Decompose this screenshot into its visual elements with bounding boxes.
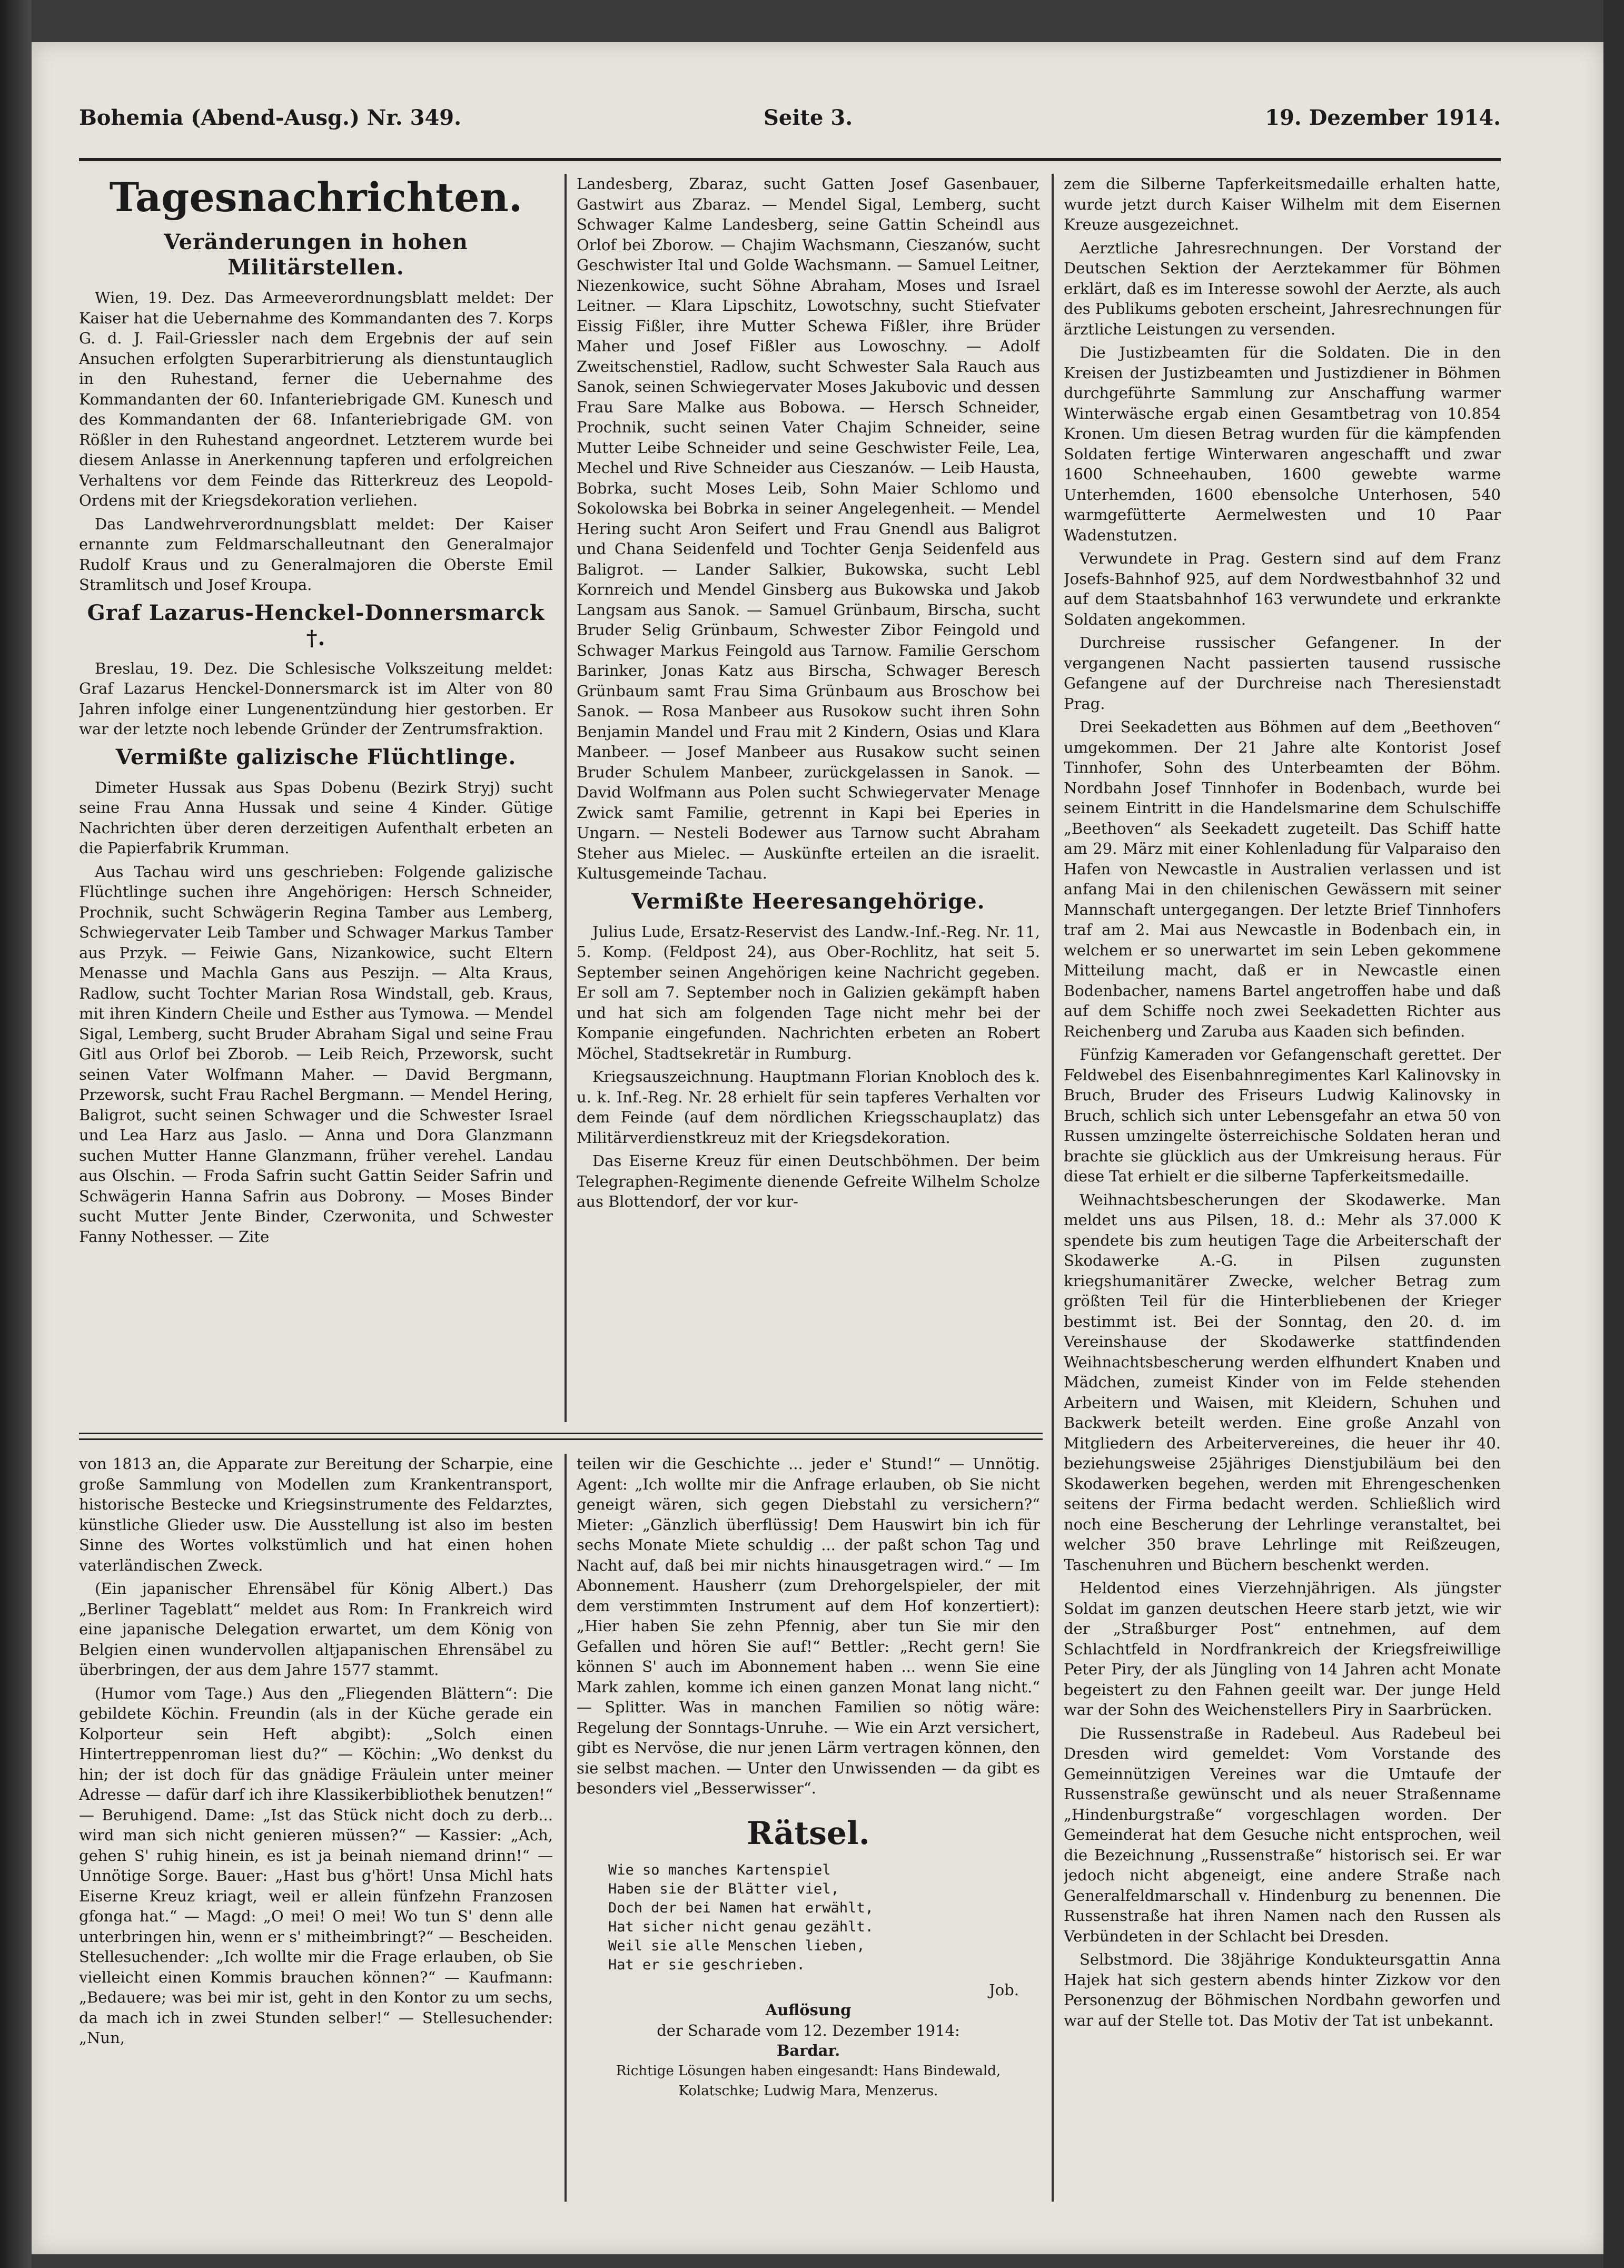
bottom-column-divider <box>565 1454 567 2202</box>
article-henckel: Breslau, 19. Dez. Die Schlesische Volkszeitung meldet: Graf Lazarus Henckel-Donnersmarck ist im Alter von 80 Jahren infolge einer Lungenentzündung hier gestorben. Er war der letzte noch lebende Gründer der Zentrumsfraktion. <box>79 659 553 738</box>
riddle-poem <box>608 1861 1040 1975</box>
scan-left-edge <box>0 0 32 2268</box>
article-justice: Die Justizbeamten für die Soldaten. Die in den Kreisen der Justizbeamten und Justizdiener in Böhmen durchgeführte Sammlung zur Anschaffung warmer Winterwäsche ergab einen Gesamtbetrag von 10.854 Kronen. Um diesen Betrag wurden für die kämpfenden Soldaten fertige Winterwaren angeschafft und zwar 1600 Schneehauben, 1600 gewebte warme Unterhemden, 1600 ebensolche Unterhosen, 540 warmgefütterte Aermelwesten und 10 Paar Wadenstutzen. <box>1064 343 1501 544</box>
article-soldiers: Julius Lude, Ersatz-Reservist des Landw.-Inf.-Reg. Nr. 11, 5. Komp. (Feldpost 24), aus Ober-Rochlitz, hat seit 5. September seinen Angehörigen keine Nachricht gegeben. Er soll am 7. September noch in Galizien gekämpft haben und hat sich am folgenden Tage nicht mehr bei der Kompanie eingefunden. Nachrichten erbeten an Robert Möchel, Stadtsekretär in Rumburg. <box>577 922 1040 1062</box>
article-iron-cross-continued: zem die Silberne Tapferkeitsmedaille erhalten hatte, wurde jetzt durch Kaiser Wilhelm mit dem Eisernen Kreuze ausgezeichnet. <box>1064 175 1501 233</box>
article-fifty-comrades: Fünfzig Kameraden vor Gefangenschaft gerettet. Der Feldwebel des Eisenbahnregimentes Karl Kalinovsky in Bruch, Bruder des Friseurs Ludwig Kalinovsky in Bruch, schlich sich unter Lebensgefahr an etwa 50 von Russen umzingelte österreichische Soldaten heran und brachte sie glücklich aus der Umkreisung heraus. Für diese Tat erhielt er die silberne Tapferkeitsmedaille. <box>1064 1046 1501 1185</box>
riddle-author: Job. <box>989 1980 1019 1999</box>
article-suicide: Selbstmord. Die 38jährige Kondukteursgattin Anna Hajek hat sich gestern abends hinter Zizkow vor den Personenzug der Böhmischen Nordbahn geworfen und war auf der Stelle tot. Das Motiv der Tat ist unbekannt. <box>1064 1950 1501 2029</box>
header-rule <box>79 158 1501 161</box>
solution-title: Auflösung <box>765 2001 851 2019</box>
header-page-number: Seite 3. <box>764 105 853 130</box>
article-cadets: Drei Seekadetten aus Böhmen auf dem „Beethoven“ umgekommen. Der 21 Jahre alte Kontorist Josef Tinnhofer, Sohn des Unterbeamten der Böhm. Nordbahn Josef Tinnhofer in Bodenbach, wurde bei seinem Eintritt in die Handelsmarine dem Schulschiffe „Beethoven“ als Seekadett zugeteilt. Das Schiff hatte am 29. März mit einer Kohlenladung für Valparaiso den Hafen von Newcastle in Australien verlassen und ist anfang Mai in den chilenischen Gewässern mit seiner Mannschaft untergegangen. Der letzte Brief Tinnhofers traf am 2. Mai aus Newcastle in Bodenbach ein, in welchem er so unerwartet im sein Leben gekommene Mitteilung macht, daß er in Newcastle einen Bodenbacher, namens Bartel angetroffen habe und daß auf dem Schiffe noch zwei Seekadetten Richter aus Reichenberg und Zaruba aus Kaaden sich befinden. <box>1064 718 1501 1040</box>
header-date: 19. Dezember 1914. <box>1265 105 1501 130</box>
article-street: Die Russenstraße in Radebeul. Aus Radebeul bei Dresden wird gemeldet: Vom Vorstande des Gemeinnützigen Vereines war die Umtaufe der Russenstraße gewünscht und als neuer Straßenname „Hindenburgstraße“ vorgeschlagen worden. Der Gemeinderat hat dem Gesuche nicht entsprochen, weil die Bezeichnung „Russenstraße“ historisch sei. Er war jedoch nicht abgeneigt, eine andere Straße nach Generalfeldmarschall v. Hindenburg zu benennen. Die Russenstraße hat ihren Namen nach den Russen als Verbündeten in der Schlacht bei Dresden. <box>1064 1724 1501 1945</box>
article-humor: (Humor vom Tage.) Aus den „Fliegenden Blättern“: Die gebildete Köchin. Freundin (als in der Küche gerade ein Kolporteur sein Heft abgibt): „Solch einen Hintertreppenroman liest du?“ — Köchin: „Wo denkst du hin; der ist doch für das gnädige Fräulein unter meiner Adresse — dafür darf ich ihre Klassikerbibliothek benutzen!“ — Beruhigend. Dame: „Ist das Stück nicht doch zu derb... wird man sich nicht genieren müssen?“ — Kassier: „Ach, gehen S' ruhig hinein, es ist ja beinah niemand drinn!“ — Unnötige Sorge. Bauer: „Hast bus g'hört! Unsa Michl hats Eiserne Kreuz kriagt, weil er allein fünfzehn Franzosen gfonga hat.“ — Magd: „O mei! O mei! Wo tun S' denn alle unterbringen hin, wenn er s' mitheimbringt?“ — Bescheiden. Stellesuchender: „Ich wollte mir die Frage erlauben, ob Sie vielleicht einen Kommis brauchen können?“ — Kaufmann: „Bedauere; was bei mir ist, geht in den Kontor zu um sechs, da mach ich in zwei Stunden selber!“ — Stellesuchender: „Nun, <box>79 1684 553 2047</box>
column-3 <box>1064 174 1501 2202</box>
feuilleton-rule <box>79 1433 1043 1440</box>
heading-henckel: Graf Lazarus-Henckel-Donnersmarck †. <box>87 600 545 650</box>
article-doctors: Aerztliche Jahresrechnungen. Der Vorstand der Deutschen Sektion der Aerztekammer für Böhmen erklärt, daß es im Interesse sowohl der Aerzte, als auch des Publikums geboten erscheint, Jahresrechnungen für ärztliche Leistungen zu versenden. <box>1064 239 1501 338</box>
scan-right-edge <box>1603 0 1624 2268</box>
article-sabre: (Ein japanischer Ehrensäbel für König Albert.) Das „Berliner Tageblatt“ meldet aus Rom: In Frankreich wird eine japanische Delegation erwartet, um dem König von Belgien einen wundervollen altjapanischen Ehrensäbel zu überbringen, der aus dem Jahre 1577 stammt. <box>79 1580 553 1679</box>
header-issue: Bohemia (Abend-Ausg.) Nr. 349. <box>79 105 462 130</box>
article-award: Kriegsauszeichnung. Hauptmann Florian Knobloch des k. u. k. Inf.-Reg. Nr. 28 erhielt für sein tapferes Verhalten vor dem Feinde (auf dem nördlichen Kriegsschauplatz) das Militärverdienstkreuz mit der Kriegsdekoration. <box>577 1068 1040 1147</box>
article-refugees-1: Dimeter Hussak aus Spas Dobenu (Bezirk Stryj) sucht seine Frau Anna Hussak und seine 4 Kinder. Gütige Nachrichten über deren derzeitigen Aufenthalt erbeten an die Papierfabrik Krumman. <box>79 778 553 857</box>
article-iron-cross: Das Eiserne Kreuz für einen Deutschböhmen. Der beim Telegraphen-Regimente dienende Gefreite Wilhelm Scholze aus Blottendorf, der vor kur- <box>577 1152 1040 1210</box>
poem-line: Weil sie alle Menschen lieben, <box>608 1937 865 1954</box>
solvers-list: Richtige Lösungen haben eingesandt: Hans Bindewald, Kolatschke; Ludwig Mara, Menzerus. <box>616 2063 1001 2099</box>
heading-military: Veränderungen in hohen Militärstellen. <box>164 230 468 280</box>
page-header <box>79 105 1501 147</box>
poem-line: Hat sicher nicht genau gezählt. <box>608 1918 874 1935</box>
bottom-column-2 <box>577 1454 1040 2202</box>
article-hero: Heldentod eines Vierzehnjährigen. Als jüngster Soldat im ganzen deutschen Heere starb jetzt, wie wir der „Straßburger Post“ entnehmen, auf dem Schlachtfeld in Nordfrankreich der Kriegsfreiwillige Peter Piry, der als Jüngling von 14 Jahren acht Monate begeistert zu den Fahnen geeilt war. Der junge Held war der Sohn des Weichenstellers Piry in Saarbrücken. <box>1064 1579 1501 1719</box>
column-divider-1 <box>565 174 567 1422</box>
poem-line: Haben sie der Blätter viel, <box>608 1880 839 1897</box>
article-humor-continued: teilen wir die Geschichte ... jeder e' Stund!“ — Unnötig. Agent: „Ich wollte mir die Anfrage erlauben, ob Sie nicht geneigt wären, sich gegen Diebstahl zu versichern?“ Mieter: „Gänzlich überflüssig! Dem Hauswirt bin ich für sechs Monate Miete schuldig ... der paßt schon Tag und Nacht auf, daß bei mir nichts hinausgetragen wird.“ — Im Abonnement. Hausherr (zum Drehorgelspieler, der mit dem verstimmten Instrument auf dem Hof konzertiert): „Hier haben Sie zehn Pfennig, aber tun Sie mir den Gefallen und hören Sie auf!“ Bettler: „Recht gern! Sie können S' auch im Abonnement haben ... wenn Sie eine Mark zahlen, komme ich einen ganzen Monat lang nicht.“ — Splitter. Was in manchen Familien so nötig wäre: Regelung der Sonntags-Unruhe. — Wie ein Arzt versichert, gibt es Nervöse, die nur jenen Lärm vertragen können, den sie selbst machen. — Unter den Unwissenden — da gibt es besonders viel „Besserwisser“. <box>577 1455 1040 1797</box>
poem-line: Wie so manches Kartenspiel <box>608 1861 831 1878</box>
riddle-title: Rätsel. <box>747 1815 870 1852</box>
poem-line: Hat er sie geschrieben. <box>608 1956 805 1973</box>
solution-line: der Scharade vom 12. Dezember 1914: <box>657 2021 960 2039</box>
article-refugees-2: Aus Tachau wird uns geschrieben: Folgende galizische Flüchtlinge suchen ihre Angehörigen: Hersch Schneider, Prochnik, sucht Schwägerin Regina Tamber aus Lemberg, Schwiegervater Leib Tamber und Schwager Markus Tamber aus Przyk. — Feiwie Gans, Nizankowice, sucht Eltern Menasse und Machla Gans aus Peszijn. — Alta Kraus, Radlow, sucht Tochter Marian Rosa Windstall, geb. Kraus, mit ihren Kindern Cheile und Esther aus Tymowa. — Mendel Sigal, Lemberg, sucht Bruder Abraham Sigal und seine Frau Gitl aus Orlof bei Zborob. — Leib Reich, Przeworsk, sucht seinen Vater Wolfmann Maher. — David Bergmann, Przeworsk, sucht Frau Rachel Bergmann. — Mendel Hering, Baligrot, sucht seinen Schwager und die Schwester Israel und Lea Harz aus Jaslo. — Anna und Dora Glanzmann suchen Mutter Hanne Glanzmann, früher verehel. Landau aus Olschin. — Froda Safrin sucht Gattin Seider Safrin und Schwägerin Hanna Safrin aus Dobrony. — Moses Binder sucht Mutter Jente Binder, Czerwonita, und Schwester Fanny Nothesser. — Zite <box>79 862 553 1246</box>
article-wounded: Verwundete in Prag. Gestern sind auf dem Franz Josefs-Bahnhof 925, auf dem Nordwestbahnhof 32 und auf dem Staatsbahnhof 163 verwundete und erkrankte Soldaten angekommen. <box>1064 549 1501 628</box>
heading-refugees: Vermißte galizische Flüchtlinge. <box>115 744 517 770</box>
solution-word: Bardar. <box>776 2042 840 2059</box>
column-2 <box>577 174 1040 1422</box>
article-military-2: Das Landwehrverordnungsblatt meldet: Der Kaiser ernannte zum Feldmarschalleutnant den Generalmajor Rudolf Kraus und zu Generalmajoren die Oberste Emil Stramlitsch und Josef Kroupa. <box>79 515 553 594</box>
article-military-1: Wien, 19. Dez. Das Armeeverordnungsblatt meldet: Der Kaiser hat die Uebernahme des Kommandanten des 7. Korps G. d. J. Fail-Griessler nach dem Ergebnis der auf sein Ansuchen erfolgten Superarbitrierung als dienstuntauglich in den Ruhestand, ferner die Uebernahme des Kommandanten der 60. Infanteriebrigade GM. Kunesch und des Kommandanten der 68. Infanteriebrigade GM. von Rößler in den Ruhestand angeordnet. Letzterem wurde bei diesem Anlasse in Anerkennung tapferen und erfolgreichen Verhaltens vor dem Feinde das Ritterkreuz des Leopold-Ordens mit der Kriegsdekoration verliehen. <box>79 289 553 509</box>
poem-line: Doch der bei Namen hat erwählt, <box>608 1899 874 1916</box>
bottom-column-1 <box>79 1454 553 2202</box>
article-museum: von 1813 an, die Apparate zur Bereitung der Scharpie, eine große Sammlung von Modellen zum Krankentransport, historische Bestecke und Kriegsinstrumente des Feldarztes, künstliche Glieder usw. Die Ausstellung ist also im besten Sinne des Wortes volkstümlich und hat einen hohen vaterländischen Zweck. <box>79 1455 553 1574</box>
article-skoda: Weihnachtsbescherungen der Skodawerke. Man meldet uns aus Pilsen, 18. d.: Mehr als 37.000 K spendete bis zum heutigen Tage die Arbeiterschaft der Skodawerke A.-G. in Pilsen zugunsten kriegshumanitärer Zwecke, welcher Betrag zum größten Teil für die Hinterbliebenen der Krieger bestimmt ist. Bei der Sonntag, den 20. d. im Vereinshause der Skodawerke stattfindenden Weihnachtsbescherung werden elfhundert Knaben und Mädchen, zumeist Kinder von im Felde stehenden Arbeitern und Waisen, mit Kleidern, Schuhen und Backwerk beteilt werden. Eine große Anzahl von Mitgliedern des Arbeitervereines, die heuer ihr 40. beziehungsweise 25jähriges Dienstjubiläum bei den Skodawerken begehen, werden mit Ehrengeschenken seitens der Firma bedacht werden. Schließlich wird noch eine Bescherung der Lehrlinge veranstaltet, bei welcher 350 brave Lehrlinge mit Reißzeugen, Taschenuhren und Büchern beschenkt werden. <box>1064 1190 1501 1574</box>
heading-soldiers: Vermißte Heeresangehörige. <box>631 889 985 914</box>
article-refugees-continued: Landesberg, Zbaraz, sucht Gatten Josef Gasenbauer, Gastwirt aus Zbaraz. — Mendel Sigal, Lemberg, sucht Schwager Kalme Landesberg, seine Gattin Scheindl aus Orlof bei Zborow. — Chajim Wachsmann, Cieszanów, sucht Geschwister Ital und Golde Wachsmann. — Samuel Leitner, Niezenkowice, sucht Söhne Abraham, Moses und Israel Leitner. — Klara Lipschitz, Lowotschny, sucht Stiefvater Eissig Fißler, ihre Mutter Schewa Fißler, ihre Brüder Maher und Josef Fißler aus Lowoschny. — Adolf Zweitschenstiel, Radlow, sucht Schwester Sala Rauch aus Sanok, seinen Schwiegervater Moses Jakubovic und dessen Frau Sare Malke aus Bobowa. — Hersch Schneider, Prochnik, sucht seinen Vater Chajim Schneider, seine Mutter Leibe Schneider und seine Geschwister Feile, Lea, Mechel und Rive Schneider aus Cieszanów. — Leib Hausta, Bobrka, sucht Moses Leib, Sohn Maier Schlomo und Sokolowska bei Bobrka in seiner Angelegenheit. — Mendel Hering sucht Aron Seifert und Frau Gnendl aus Baligrot und Chana Seidenfeld und Tochter Genja Seidenfeld aus Baligrot. — Lander Salkier, Bukowska, sucht Lebl Kornreich und Mendel Ginsberg aus Bukowska und Jakob Langsam aus Sanok. — Samuel Grünbaum, Birscha, sucht Bruder Selig Grünbaum, Schwester Zibor Feingold und Schwager Markus Feingold aus Tarnow. Familie Gerschom Barinker, Jonas Katz aus Birscha, Schwager Beresch Grünbaum samt Frau Sima Grünbaum aus Broschow bei Sanok. — Rosa Manbeer aus Rusokow sucht ihren Sohn Benjamin Mandel und Frau mit 2 Kindern, Osias und Klara Manbeer. — Josef Manbeer aus Rusakow sucht seinen Bruder Schulem Manbeer, zurückgelassen in Sanok. — David Wolfmann aus Polen sucht Schwiegervater Menage Zwick samt Familie, getrennt in Kapi bei Eperies in Ungarn. — Nesteli Bodewer aus Tarnow sucht Abraham Steher aus Mielec. — Auskünfte erteilen an die israelit. Kultusgemeinde Tachau. <box>577 175 1040 882</box>
section-title: Tagesnachrichten. <box>109 174 523 221</box>
column-1 <box>79 174 553 1422</box>
column-divider-2 <box>1052 174 1054 2202</box>
article-prisoners: Durchreise russischer Gefangener. In der vergangenen Nacht passierten tausend russische Gefangene auf der Durchreise nach Theresienstadt Prag. <box>1064 634 1501 713</box>
